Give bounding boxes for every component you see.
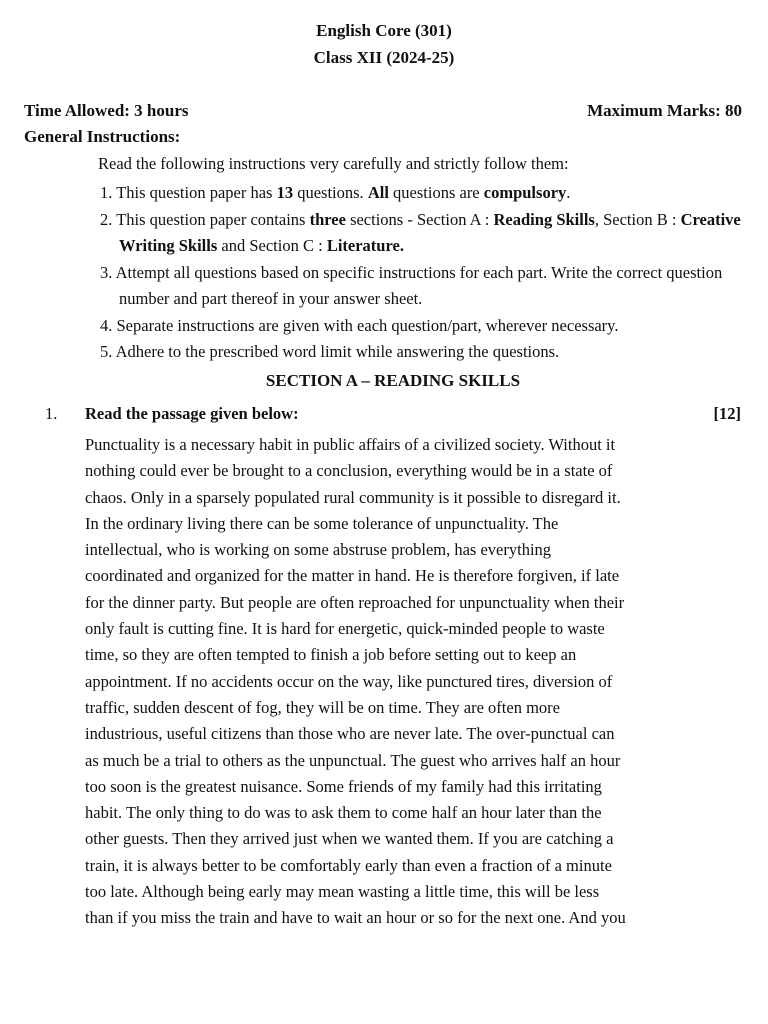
passage-line: only fault is cutting fine. It is hard for energetic, quick-minded people to waste <box>85 619 605 639</box>
passage-line: nothing could ever be brought to a conclusion, everything would be in a state of <box>85 461 613 481</box>
passage-line: train, it is always better to be comfortably early than even a fraction of a minute <box>85 855 612 875</box>
section-a-title: SECTION A – READING SKILLS <box>265 371 521 390</box>
class-title: Class XII (2024-25) <box>313 48 455 67</box>
reading-passage <box>85 432 725 932</box>
passage-line: industrious, useful citizens than those who are never late. The over-punctual can <box>85 724 615 744</box>
passage-line: traffic, sudden descent of fog, they will be on time. They are often more <box>85 697 560 717</box>
passage-line: too soon is the greatest nuisance. Some friends of my family had this irritating <box>85 776 602 796</box>
passage-line: as much be a trial to others as the unpunctual. The guest who arrives half an hour <box>85 750 621 770</box>
instruction-item-1: 1. This question paper has 13 questions. All questions are compulsory. <box>100 183 571 202</box>
passage-line: other guests. Then they arrived just when we wanted them. If you are catching a <box>85 829 614 849</box>
instructions-intro: Read the following instructions very carefully and strictly follow them: <box>98 154 569 173</box>
passage-line: Punctuality is a necessary habit in public affairs of a civilized society. Without it <box>85 435 616 454</box>
instruction-item-4: 4. Separate instructions are given with each question/part, wherever necessary. <box>100 315 619 335</box>
passage-line: In the ordinary living there can be some tolerance of unpunctuality. The <box>85 513 559 533</box>
maximum-marks: Maximum Marks: 80 <box>587 101 742 120</box>
question-number: 1. <box>45 404 58 423</box>
passage-line: time, so they are often tempted to finish a job before setting out to keep an <box>85 645 577 665</box>
passage-line: chaos. Only in a sparsely populated rural community is it possible to disregard it. <box>85 487 621 507</box>
passage-line: intellectual, who is working on some abstruse problem, has everything <box>85 540 552 560</box>
passage-line: too late. Although being early may mean wasting a little time, this will be less <box>85 882 600 902</box>
subject-title: English Core (301) <box>316 21 452 40</box>
instructions-list <box>100 180 745 366</box>
passage-line: habit. The only thing to do was to ask them to come half an hour later than the <box>85 803 602 823</box>
question-marks: [12] <box>713 404 741 423</box>
passage-line: coordinated and organized for the matter in hand. He is therefore forgiven, if late <box>85 566 620 586</box>
question-heading: Read the passage given below: <box>85 404 299 423</box>
meta-row <box>24 101 742 121</box>
instruction-item-5: 5. Adhere to the prescribed word limit while answering the questions. <box>100 342 560 361</box>
passage-line: appointment. If no accidents occur on the way, like punctured tires, diversion of <box>85 671 613 691</box>
passage-line: than if you miss the train and have to wait an hour or so for the next one. And you <box>85 908 626 928</box>
passage-line: for the dinner party. But people are often reproached for unpunctuality when their <box>85 592 625 612</box>
time-allowed: Time Allowed: 3 hours <box>24 101 189 120</box>
general-instructions-heading: General Instructions: <box>24 127 181 146</box>
instruction-item-2: 2. This question paper contains three sections - Section A : Reading Skills, Section B : Creative Writing Skills and Section C : Literature. <box>100 209 741 255</box>
instruction-item-3: 3. Attempt all questions based on specific instructions for each part. Write the correct question number and part thereof in your answer sheet. <box>100 262 723 308</box>
